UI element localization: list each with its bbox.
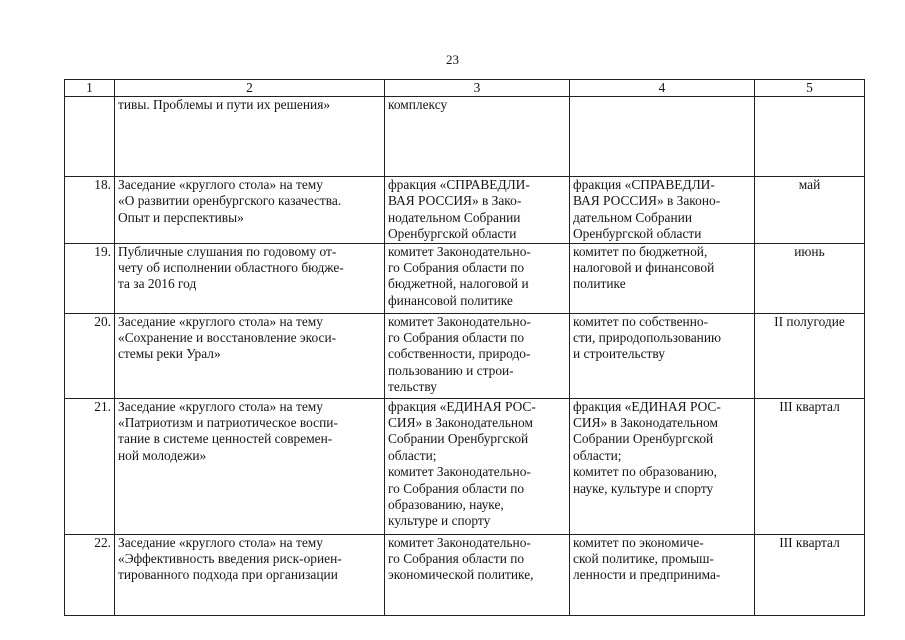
text-line: фракция «ЕДИНАЯ РОС- — [388, 398, 536, 414]
text-line: «Сохранение и восстановление экоси- — [118, 330, 337, 346]
text-line: области; — [573, 447, 622, 463]
text-line: го Собрания области по — [388, 480, 525, 496]
table-row — [65, 243, 865, 313]
column-number: 4 — [570, 80, 755, 97]
text-line: Опыт и перспективы» — [118, 209, 244, 225]
term-cell: июнь — [755, 243, 865, 313]
text-line: го Собрания области по — [388, 551, 525, 567]
table-row — [65, 398, 865, 534]
event-cell — [115, 534, 385, 615]
text-line: нодательном Собрании — [388, 209, 521, 225]
coexecutors-cell — [570, 177, 755, 244]
responsible-cell — [385, 534, 570, 615]
events-plan-table — [64, 79, 865, 616]
row-number — [65, 97, 115, 177]
text-line: политике — [573, 276, 626, 292]
text-line: фракция «ЕДИНАЯ РОС- — [573, 398, 721, 414]
row-number: 21. — [65, 398, 115, 534]
responsible-cell — [385, 177, 570, 244]
text-line: та за 2016 год — [118, 276, 197, 292]
term-cell: III квартал — [755, 398, 865, 534]
column-numbers-row — [65, 80, 865, 97]
event-cell — [115, 313, 385, 398]
event-cell — [115, 398, 385, 534]
text-line: бюджетной, налоговой и — [388, 276, 529, 292]
text-line: Заседание «круглого стола» на тему — [118, 313, 323, 329]
coexecutors-cell — [570, 97, 755, 177]
text-line: комитет Законодательно- — [388, 313, 531, 329]
column-number: 5 — [755, 80, 865, 97]
table-row — [65, 177, 865, 244]
term-cell — [755, 97, 865, 177]
text-line: сти, природопользованию — [573, 330, 722, 346]
text-line: чету об исполнении областного бюдже- — [118, 260, 344, 276]
text-line: СИЯ» в Законодательном — [573, 415, 718, 431]
table-row — [65, 534, 865, 615]
text-line: ВАЯ РОССИЯ» в Законо- — [573, 193, 721, 209]
text-line: и строительству — [573, 346, 665, 362]
text-line: комитет по экономиче- — [573, 534, 704, 550]
row-number: 18. — [65, 177, 115, 244]
text-line: ВАЯ РОССИЯ» в Зако- — [388, 193, 522, 209]
text-line: Собрании Оренбургской — [388, 431, 529, 447]
row-number: 22. — [65, 534, 115, 615]
term-cell: II полугодие — [755, 313, 865, 398]
text-line: комитет Законодательно- — [388, 534, 531, 550]
text-line: стемы реки Урал» — [118, 346, 221, 362]
row-number: 19. — [65, 243, 115, 313]
text-line: тированного подхода при организации — [118, 567, 338, 583]
row-number: 20. — [65, 313, 115, 398]
text-line: го Собрания области по — [388, 260, 525, 276]
text-line: культуре и спорту — [388, 513, 491, 529]
text-line: фракция «СПРАВЕДЛИ- — [388, 177, 530, 192]
text-line: ленности и предпринима- — [573, 567, 721, 583]
column-number: 2 — [115, 80, 385, 97]
text-line: науке, культуре и спорту — [573, 480, 714, 496]
page-number: 23 — [446, 52, 459, 67]
text-line: тивы. Проблемы и пути их решения» — [118, 97, 331, 112]
responsible-cell — [385, 398, 570, 534]
table-row — [65, 313, 865, 398]
text-line: комплексу — [388, 97, 448, 112]
text-line: фракция «СПРАВЕДЛИ- — [573, 177, 715, 192]
text-line: дательном Собрании — [573, 209, 692, 225]
text-line: тание в системе ценностей современ- — [118, 431, 333, 447]
coexecutors-cell — [570, 398, 755, 534]
text-line: Заседание «круглого стола» на тему — [118, 534, 323, 550]
coexecutors-cell — [570, 313, 755, 398]
text-line: образованию, науке, — [388, 497, 504, 513]
text-line: собственности, природо- — [388, 346, 531, 362]
text-line: налоговой и финансовой — [573, 260, 715, 276]
text-line: ской политике, промыш- — [573, 551, 714, 567]
column-number: 3 — [385, 80, 570, 97]
coexecutors-cell — [570, 534, 755, 615]
text-line: «Патриотизм и патриотическое воспи- — [118, 415, 338, 431]
text-line: Собрании Оренбургской — [573, 431, 714, 447]
text-line: финансовой политике — [388, 292, 513, 308]
text-line: комитет по бюджетной, — [573, 243, 708, 259]
text-line: пользованию и строи- — [388, 362, 514, 378]
text-line: Оренбургской области — [573, 226, 702, 242]
text-line: области; — [388, 447, 437, 463]
text-line: Публичные слушания по годовому от- — [118, 243, 337, 259]
column-number: 1 — [65, 80, 115, 97]
continuation-row — [65, 97, 865, 177]
text-line: СИЯ» в Законодательном — [388, 415, 533, 431]
text-line: комитет по образованию, — [573, 464, 717, 480]
text-line: ной молодежи» — [118, 447, 207, 463]
text-line: Заседание «круглого стола» на тему — [118, 398, 323, 414]
event-cell — [115, 97, 385, 177]
term-cell: III квартал — [755, 534, 865, 615]
text-line: комитет Законодательно- — [388, 243, 531, 259]
responsible-cell — [385, 97, 570, 177]
term-cell: май — [755, 177, 865, 244]
text-line: «О развитии оренбургского казачества. — [118, 193, 342, 209]
text-line: го Собрания области по — [388, 330, 525, 346]
coexecutors-cell — [570, 243, 755, 313]
text-line: Оренбургской области — [388, 226, 517, 242]
text-line: комитет Законодательно- — [388, 464, 531, 480]
text-line: Заседание «круглого стола» на тему — [118, 177, 323, 192]
text-line: экономической политике, — [388, 567, 534, 583]
event-cell — [115, 243, 385, 313]
event-cell — [115, 177, 385, 244]
text-line: комитет по собственно- — [573, 313, 709, 329]
text-line: тельству — [388, 379, 437, 395]
responsible-cell — [385, 313, 570, 398]
responsible-cell — [385, 243, 570, 313]
text-line: «Эффективность введения риск-ориен- — [118, 551, 342, 567]
